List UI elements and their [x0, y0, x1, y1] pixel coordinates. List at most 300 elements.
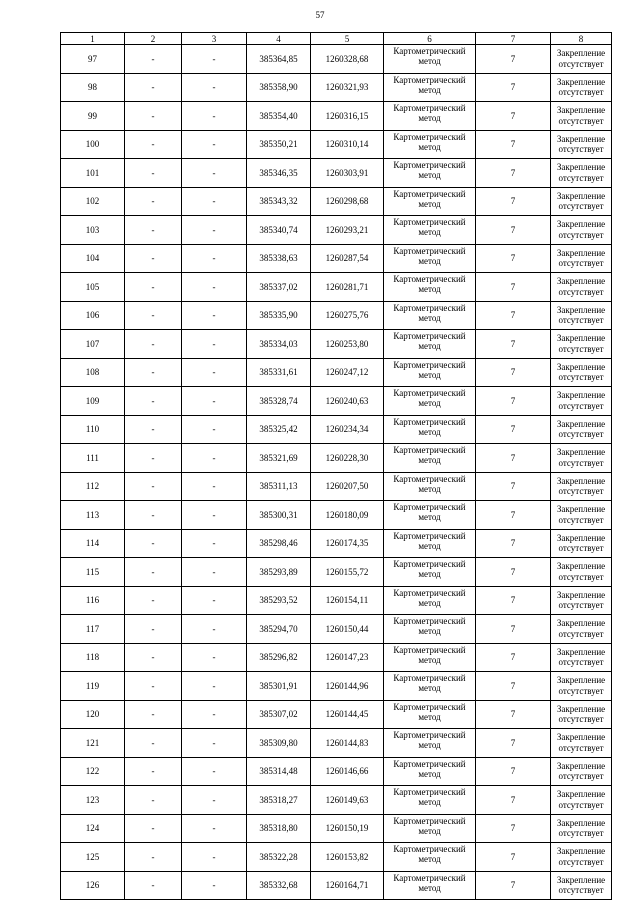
fixation-cell	[551, 187, 612, 216]
method-cell-line-2: метод	[418, 113, 441, 123]
point-number-cell: 106	[61, 301, 125, 330]
method-cell	[384, 472, 476, 501]
x-coordinate-cell: 385364,85	[247, 45, 311, 74]
y-coordinate-cell: 1260247,12	[311, 358, 384, 387]
point-number-cell: 122	[61, 757, 125, 786]
fixation-cell-line-2: отсутствует	[558, 714, 604, 725]
table-row	[61, 159, 612, 188]
fixation-cell	[551, 330, 612, 359]
table-row	[61, 415, 612, 444]
point-number-cell: 125	[61, 843, 125, 872]
accuracy-cell: 7	[476, 843, 551, 872]
method-cell-line-2: метод	[418, 141, 441, 152]
y-coordinate-cell: 1260275,76	[311, 301, 384, 330]
column-header: 1	[61, 33, 125, 45]
fixation-cell-line-1: Закрепление	[556, 874, 606, 885]
empty-cell: -	[125, 273, 182, 302]
y-coordinate-cell: 1260310,14	[311, 130, 384, 159]
method-cell-line-2: метод	[418, 170, 441, 180]
method-cell	[384, 586, 476, 615]
method-cell	[384, 187, 476, 216]
accuracy-cell: 7	[476, 415, 551, 444]
empty-cell: -	[182, 244, 247, 273]
x-coordinate-cell: 385294,70	[247, 615, 311, 644]
fixation-cell-line-1: Закрепление	[556, 162, 606, 173]
method-cell	[384, 871, 476, 900]
accuracy-cell: 7	[476, 615, 551, 644]
y-coordinate-cell: 1260180,09	[311, 501, 384, 530]
method-cell-line-2: метод	[418, 483, 441, 494]
fixation-cell	[551, 130, 612, 159]
fixation-cell-line-2: отсутствует	[558, 315, 604, 326]
point-number-cell: 114	[61, 529, 125, 558]
method-cell-line-2: метод	[418, 740, 441, 750]
x-coordinate-cell: 385331,61	[247, 358, 311, 387]
fixation-cell	[551, 529, 612, 558]
x-coordinate-cell: 385301,91	[247, 672, 311, 701]
method-cell-line-1: Картометрический	[393, 131, 466, 142]
fixation-cell	[551, 700, 612, 729]
y-coordinate-cell: 1260155,72	[311, 558, 384, 587]
method-cell-line-2: метод	[418, 797, 441, 807]
method-cell-line-1: Картометрический	[393, 74, 466, 85]
fixation-cell-line-1: Закрепление	[556, 247, 606, 258]
fixation-cell-line-2: отсутствует	[558, 429, 604, 440]
empty-cell: -	[182, 814, 247, 843]
table-row	[61, 643, 612, 672]
empty-cell: -	[182, 729, 247, 758]
table-row	[61, 358, 612, 387]
empty-cell: -	[125, 130, 182, 159]
method-cell-line-2: метод	[418, 654, 441, 665]
fixation-cell-line-1: Закрепление	[556, 76, 606, 87]
accuracy-cell: 7	[476, 814, 551, 843]
method-cell	[384, 415, 476, 444]
x-coordinate-cell: 385350,21	[247, 130, 311, 159]
method-cell-line-2: метод	[418, 882, 441, 893]
y-coordinate-cell: 1260150,19	[311, 814, 384, 843]
empty-cell: -	[125, 843, 182, 872]
method-cell-line-1: Картометрический	[393, 416, 466, 427]
method-cell-line-2: метод	[418, 597, 441, 608]
x-coordinate-cell: 385298,46	[247, 529, 311, 558]
y-coordinate-cell: 1260146,66	[311, 757, 384, 786]
method-cell	[384, 729, 476, 758]
point-number-cell: 121	[61, 729, 125, 758]
point-number-cell: 102	[61, 187, 125, 216]
method-cell-line-1: Картометрический	[393, 559, 466, 569]
empty-cell: -	[125, 672, 182, 701]
fixation-cell-line-1: Закрепление	[556, 789, 606, 800]
empty-cell: -	[125, 45, 182, 74]
empty-cell: -	[125, 529, 182, 558]
method-cell	[384, 672, 476, 701]
y-coordinate-cell: 1260293,21	[311, 216, 384, 245]
method-cell-line-2: метод	[418, 198, 441, 209]
fixation-cell-line-1: Закрепление	[556, 361, 606, 372]
fixation-cell-line-1: Закрепление	[556, 304, 606, 315]
table-row	[61, 273, 612, 302]
empty-cell: -	[125, 786, 182, 815]
accuracy-cell: 7	[476, 159, 551, 188]
method-cell-line-1: Картометрический	[393, 302, 466, 313]
method-cell	[384, 273, 476, 302]
y-coordinate-cell: 1260144,96	[311, 672, 384, 701]
fixation-cell	[551, 102, 612, 131]
fixation-cell-line-1: Закрепление	[556, 675, 606, 686]
accuracy-cell: 7	[476, 472, 551, 501]
empty-cell: -	[182, 387, 247, 416]
y-coordinate-cell: 1260174,35	[311, 529, 384, 558]
table-row	[61, 387, 612, 416]
empty-cell: -	[125, 501, 182, 530]
method-cell-line-2: метод	[418, 312, 441, 323]
x-coordinate-cell: 385309,80	[247, 729, 311, 758]
empty-cell: -	[125, 757, 182, 786]
method-cell	[384, 216, 476, 245]
point-number-cell: 98	[61, 73, 125, 102]
method-cell	[384, 700, 476, 729]
method-cell-line-1: Картометрический	[393, 502, 466, 512]
table-body	[61, 45, 612, 900]
empty-cell: -	[125, 187, 182, 216]
method-cell-line-1: Картометрический	[393, 245, 466, 256]
accuracy-cell: 7	[476, 216, 551, 245]
empty-cell: -	[182, 529, 247, 558]
accuracy-cell: 7	[476, 529, 551, 558]
accuracy-cell: 7	[476, 757, 551, 786]
accuracy-cell: 7	[476, 501, 551, 530]
fixation-cell	[551, 358, 612, 387]
empty-cell: -	[182, 45, 247, 74]
empty-cell: -	[182, 786, 247, 815]
header-row	[61, 33, 612, 45]
empty-cell: -	[182, 415, 247, 444]
fixation-cell	[551, 73, 612, 102]
fixation-cell-line-2: отсутствует	[558, 799, 604, 810]
empty-cell: -	[125, 700, 182, 729]
accuracy-cell: 7	[476, 187, 551, 216]
method-cell-line-1: Картометрический	[393, 331, 466, 341]
method-cell-line-1: Картометрический	[393, 359, 466, 370]
x-coordinate-cell: 385314,48	[247, 757, 311, 786]
fixation-cell-line-2: отсутствует	[558, 828, 604, 839]
table-row	[61, 501, 612, 530]
method-cell-line-2: метод	[418, 569, 441, 579]
point-number-cell: 105	[61, 273, 125, 302]
table-row	[61, 786, 612, 815]
fixation-cell	[551, 871, 612, 900]
fixation-cell-line-2: отсутствует	[558, 115, 604, 126]
fixation-cell-line-1: Закрепление	[556, 732, 606, 743]
fixation-cell-line-2: отсутствует	[558, 543, 604, 554]
y-coordinate-cell: 1260153,82	[311, 843, 384, 872]
x-coordinate-cell: 385321,69	[247, 444, 311, 473]
method-cell-line-2: метод	[418, 854, 441, 864]
accuracy-cell: 7	[476, 330, 551, 359]
column-header: 4	[247, 33, 311, 45]
method-cell	[384, 301, 476, 330]
fixation-cell-line-1: Закрепление	[556, 817, 606, 828]
column-header: 3	[182, 33, 247, 45]
fixation-cell	[551, 472, 612, 501]
x-coordinate-cell: 385300,31	[247, 501, 311, 530]
point-number-cell: 101	[61, 159, 125, 188]
accuracy-cell: 7	[476, 729, 551, 758]
empty-cell: -	[125, 814, 182, 843]
table-row	[61, 615, 612, 644]
empty-cell: -	[182, 187, 247, 216]
method-cell-line-1: Картометрический	[393, 587, 466, 598]
fixation-cell-line-2: отсутствует	[558, 457, 604, 468]
accuracy-cell: 7	[476, 871, 551, 900]
fixation-cell	[551, 387, 612, 416]
method-cell-line-2: метод	[418, 84, 441, 95]
table-row	[61, 444, 612, 473]
x-coordinate-cell: 385311,13	[247, 472, 311, 501]
empty-cell: -	[125, 301, 182, 330]
y-coordinate-cell: 1260147,23	[311, 643, 384, 672]
fixation-cell	[551, 273, 612, 302]
y-coordinate-cell: 1260207,50	[311, 472, 384, 501]
coordinates-table	[60, 32, 612, 900]
method-cell-line-2: метод	[418, 768, 441, 779]
table-row	[61, 558, 612, 587]
method-cell-line-2: метод	[418, 227, 441, 237]
x-coordinate-cell: 385335,90	[247, 301, 311, 330]
method-cell	[384, 843, 476, 872]
method-cell	[384, 330, 476, 359]
method-cell-line-1: Картометрический	[393, 274, 466, 284]
empty-cell: -	[182, 273, 247, 302]
fixation-cell-line-2: отсутствует	[558, 144, 604, 155]
empty-cell: -	[125, 444, 182, 473]
method-cell	[384, 814, 476, 843]
y-coordinate-cell: 1260240,63	[311, 387, 384, 416]
fixation-cell-line-1: Закрепление	[556, 561, 606, 572]
empty-cell: -	[125, 358, 182, 387]
y-coordinate-cell: 1260298,68	[311, 187, 384, 216]
method-cell	[384, 444, 476, 473]
empty-cell: -	[182, 871, 247, 900]
fixation-cell-line-2: отсутствует	[558, 87, 604, 98]
y-coordinate-cell: 1260303,91	[311, 159, 384, 188]
point-number-cell: 119	[61, 672, 125, 701]
y-coordinate-cell: 1260149,63	[311, 786, 384, 815]
table-row	[61, 73, 612, 102]
fixation-cell	[551, 814, 612, 843]
empty-cell: -	[182, 615, 247, 644]
empty-cell: -	[125, 159, 182, 188]
x-coordinate-cell: 385307,02	[247, 700, 311, 729]
y-coordinate-cell: 1260228,30	[311, 444, 384, 473]
empty-cell: -	[125, 615, 182, 644]
y-coordinate-cell: 1260144,83	[311, 729, 384, 758]
method-cell-line-1: Картометрический	[393, 758, 466, 769]
fixation-cell-line-2: отсутствует	[558, 771, 604, 782]
method-cell-line-1: Картометрический	[393, 473, 466, 484]
method-cell	[384, 73, 476, 102]
point-number-cell: 111	[61, 444, 125, 473]
method-cell-line-2: метод	[418, 369, 441, 380]
method-cell-line-2: метод	[418, 56, 441, 66]
accuracy-cell: 7	[476, 73, 551, 102]
x-coordinate-cell: 385322,28	[247, 843, 311, 872]
fixation-cell-line-1: Закрепление	[556, 589, 606, 600]
table-row	[61, 244, 612, 273]
column-header: 5	[311, 33, 384, 45]
method-cell-line-2: метод	[418, 825, 441, 836]
fixation-cell-line-1: Закрепление	[556, 760, 606, 771]
table-row	[61, 700, 612, 729]
fixation-cell-line-1: Закрепление	[556, 703, 606, 714]
method-cell-line-1: Картометрический	[393, 445, 466, 455]
method-cell	[384, 757, 476, 786]
empty-cell: -	[125, 244, 182, 273]
table-row	[61, 672, 612, 701]
x-coordinate-cell: 385338,63	[247, 244, 311, 273]
table-row	[61, 871, 612, 900]
x-coordinate-cell: 385296,82	[247, 643, 311, 672]
method-cell-line-1: Картометрический	[393, 730, 466, 740]
table-row	[61, 814, 612, 843]
empty-cell: -	[182, 444, 247, 473]
fixation-cell-line-1: Закрепление	[556, 418, 606, 429]
fixation-cell	[551, 444, 612, 473]
accuracy-cell: 7	[476, 244, 551, 273]
method-cell-line-1: Картометрический	[393, 388, 466, 398]
fixation-cell-line-1: Закрепление	[556, 105, 606, 116]
fixation-cell-line-1: Закрепление	[556, 618, 606, 629]
column-header: 7	[476, 33, 551, 45]
x-coordinate-cell: 385293,52	[247, 586, 311, 615]
method-cell-line-2: метод	[418, 626, 441, 636]
table-row	[61, 729, 612, 758]
method-cell-line-2: метод	[418, 683, 441, 693]
x-coordinate-cell: 385318,80	[247, 814, 311, 843]
fixation-cell	[551, 558, 612, 587]
fixation-cell-line-2: отсутствует	[558, 685, 604, 696]
empty-cell: -	[125, 643, 182, 672]
empty-cell: -	[182, 159, 247, 188]
method-cell	[384, 387, 476, 416]
fixation-cell-line-2: отсутствует	[558, 628, 604, 639]
fixation-cell-line-1: Закрепление	[556, 447, 606, 458]
fixation-cell	[551, 757, 612, 786]
empty-cell: -	[182, 330, 247, 359]
table-row	[61, 472, 612, 501]
point-number-cell: 97	[61, 45, 125, 74]
method-cell	[384, 102, 476, 131]
empty-cell: -	[182, 472, 247, 501]
accuracy-cell: 7	[476, 301, 551, 330]
fixation-cell-line-1: Закрепление	[556, 532, 606, 543]
accuracy-cell: 7	[476, 45, 551, 74]
point-number-cell: 107	[61, 330, 125, 359]
fixation-cell	[551, 786, 612, 815]
point-number-cell: 118	[61, 643, 125, 672]
point-number-cell: 113	[61, 501, 125, 530]
point-number-cell: 117	[61, 615, 125, 644]
empty-cell: -	[125, 73, 182, 102]
method-cell-line-2: метод	[418, 284, 441, 294]
y-coordinate-cell: 1260164,71	[311, 871, 384, 900]
x-coordinate-cell: 385340,74	[247, 216, 311, 245]
table-row	[61, 843, 612, 872]
accuracy-cell: 7	[476, 786, 551, 815]
fixation-cell-line-2: отсутствует	[558, 571, 604, 582]
method-cell	[384, 786, 476, 815]
method-cell-line-2: метод	[418, 711, 441, 722]
table-row	[61, 586, 612, 615]
empty-cell: -	[125, 586, 182, 615]
accuracy-cell: 7	[476, 273, 551, 302]
accuracy-cell: 7	[476, 586, 551, 615]
method-cell-line-1: Картометрический	[393, 217, 466, 227]
fixation-cell-line-2: отсутствует	[558, 486, 604, 497]
accuracy-cell: 7	[476, 130, 551, 159]
point-number-cell: 108	[61, 358, 125, 387]
empty-cell: -	[182, 643, 247, 672]
method-cell-line-2: метод	[418, 398, 441, 408]
table-row	[61, 102, 612, 131]
point-number-cell: 112	[61, 472, 125, 501]
method-cell	[384, 45, 476, 74]
table-row	[61, 330, 612, 359]
method-cell-line-1: Картометрический	[393, 103, 466, 113]
y-coordinate-cell: 1260287,54	[311, 244, 384, 273]
table-row	[61, 529, 612, 558]
empty-cell: -	[182, 216, 247, 245]
empty-cell: -	[182, 358, 247, 387]
fixation-cell-line-1: Закрепление	[556, 504, 606, 515]
method-cell-line-2: метод	[418, 426, 441, 437]
fixation-cell-line-2: отсутствует	[558, 600, 604, 611]
page-number: 57	[315, 10, 325, 20]
table-row	[61, 301, 612, 330]
fixation-cell	[551, 501, 612, 530]
y-coordinate-cell: 1260253,80	[311, 330, 384, 359]
fixation-cell-line-1: Закрепление	[556, 133, 606, 144]
fixation-cell	[551, 45, 612, 74]
fixation-cell-line-2: отсутствует	[558, 372, 604, 383]
fixation-cell-line-2: отсутствует	[558, 58, 604, 69]
fixation-cell-line-1: Закрепление	[556, 846, 606, 857]
method-cell-line-1: Картометрический	[393, 673, 466, 683]
fixation-cell	[551, 672, 612, 701]
fixation-cell	[551, 729, 612, 758]
empty-cell: -	[125, 472, 182, 501]
empty-cell: -	[125, 415, 182, 444]
method-cell-line-1: Картометрический	[393, 160, 466, 170]
fixation-cell-line-2: отсутствует	[558, 286, 604, 297]
column-header: 2	[125, 33, 182, 45]
x-coordinate-cell: 385332,68	[247, 871, 311, 900]
empty-cell: -	[125, 330, 182, 359]
fixation-cell-line-2: отсутствует	[558, 657, 604, 668]
empty-cell: -	[125, 102, 182, 131]
method-cell	[384, 244, 476, 273]
fixation-cell-line-1: Закрепление	[556, 390, 606, 401]
empty-cell: -	[182, 558, 247, 587]
method-cell	[384, 643, 476, 672]
y-coordinate-cell: 1260150,44	[311, 615, 384, 644]
point-number-cell: 120	[61, 700, 125, 729]
table-row	[61, 45, 612, 74]
column-header: 8	[551, 33, 612, 45]
empty-cell: -	[125, 387, 182, 416]
empty-cell: -	[182, 301, 247, 330]
